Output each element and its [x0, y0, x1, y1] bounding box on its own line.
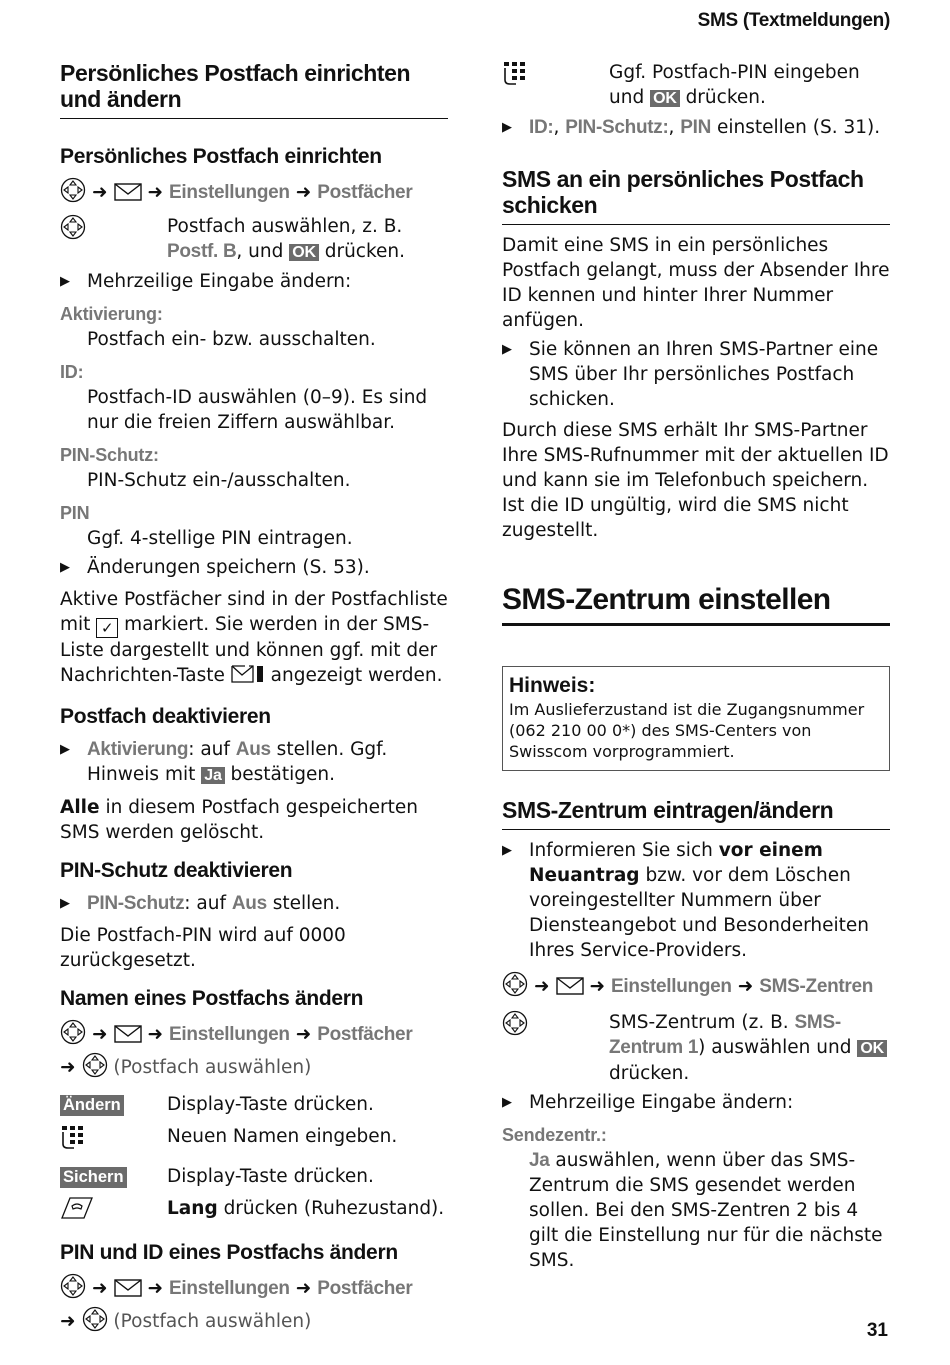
menu-postf-b: Postf. B [167, 241, 237, 262]
navigation-key-icon [82, 1052, 108, 1085]
ok-key: OK [650, 90, 680, 107]
bullet-triangle-icon: ▶ [60, 896, 70, 911]
menu-id: ID: [529, 117, 554, 138]
path-select-hint: (Postfach auswählen) [113, 1057, 312, 1078]
arrow-icon: ➜ [295, 182, 312, 203]
arrow-icon: ➜ [589, 976, 606, 997]
ok-key: OK [289, 244, 319, 261]
page-number: 31 [866, 1320, 888, 1341]
running-head: SMS (Textmeldungen) [697, 10, 890, 31]
bullet-triangle-icon: ▶ [502, 120, 512, 135]
message-key-icon [114, 1279, 142, 1304]
bullet-item: ▶ Aktivierung: auf Aus stellen. Ggf. Hinweis mit Ja bestätigen. [60, 737, 448, 788]
menu-path-rename [60, 1019, 448, 1085]
aendern-display-key: Ändern [60, 1095, 124, 1116]
heading-namen-aendern: Namen eines Postfachs ändern [60, 987, 364, 1010]
navigation-key-icon [60, 1019, 86, 1052]
menu-aktivierung: Aktivierung [87, 739, 189, 760]
section-title-postfach: Persönliches Postfach einrichten und ändern [60, 60, 448, 119]
arrow-icon: ➜ [92, 1278, 108, 1299]
ok-key: OK [857, 1040, 887, 1057]
note-text: Im Auslieferzustand ist die Zugangsnummer (062 210 00 0*) des SMS-Centers von Swisscom vorprogrammiert. [509, 700, 865, 761]
bullet-item: ▶ Mehrzeilige Eingabe ändern: [502, 1092, 794, 1113]
heading-postfach-deaktivieren: Postfach deaktivieren [60, 705, 271, 728]
navigation-key-icon [502, 1010, 528, 1043]
bullet-triangle-icon: ▶ [60, 560, 70, 575]
label-id: ID: [60, 362, 84, 382]
bullet-item: ▶ PIN-Schutz: auf Aus stellen. [60, 893, 341, 914]
menu-einstellungen: Einstellungen [169, 182, 290, 203]
menu-path-setup [60, 177, 448, 210]
key-row-keypad-pin: Ggf. Postfach-PIN eingeben und OK drücken. [502, 60, 890, 111]
keypad-icon [502, 70, 532, 91]
heading-postfach-einrichten: Persönliches Postfach einrichten [60, 145, 382, 168]
navigation-key-icon [60, 1273, 86, 1306]
para-send-result: Durch diese SMS erhält Ihr SMS-Partner Ihre SMS-Rufnummer mit der aktuellen ID und kann sie im Telefonbuch speichern. Ist die ID ungültig, wird die SMS nicht zugestellt. [502, 420, 889, 541]
key-row-sichern: Sichern Display-Taste drücken. [60, 1164, 448, 1189]
text-pin: Ggf. 4-stellige PIN eintragen. [87, 528, 353, 549]
arrow-icon: ➜ [295, 1278, 312, 1299]
sichern-display-key: Sichern [60, 1167, 127, 1188]
keypad-icon [60, 1134, 90, 1155]
section-title-send: SMS an ein persönliches Postfach schicken [502, 166, 890, 225]
nav-desc: Postfach auswählen, z. B. [167, 216, 403, 237]
bullet-triangle-icon: ▶ [60, 274, 70, 289]
arrow-icon: ➜ [147, 1024, 164, 1045]
left-column [60, 60, 448, 1339]
nav-desc: , und [236, 241, 290, 262]
text-sendezentr: Ja auswählen, wenn über das SMS-Zentrum die SMS gesendet werden sollen. Bei den SMS-Zentren 2 bis 4 gilt die Einstellung nur für die nächste SMS. [529, 1150, 883, 1271]
heading-zentrum-eintragen: SMS-Zentrum eintragen/ändern [502, 797, 890, 830]
bullet-triangle-icon: ▶ [502, 843, 512, 858]
navigation-key-icon [60, 177, 86, 210]
para-active-mailboxes: Aktive Postfächer sind in der Postfachliste mit ✓ markiert. Sie werden in der SMS-Liste dargestellt und können ggf. mit der Nachrichten-Taste angezeigt werden. [60, 587, 448, 691]
menu-postfaecher: Postfächer [317, 182, 413, 203]
bullet-item: ▶ Änderungen speichern (S. 53). [60, 557, 370, 578]
menu-einstellungen: Einstellungen [169, 1278, 290, 1299]
menu-sms-zentrum-1: SMS-Zentrum 1 [609, 1012, 841, 1058]
right-column [502, 60, 890, 1273]
arrow-icon: ➜ [60, 1057, 76, 1078]
arrow-icon: ➜ [295, 1024, 312, 1045]
label-pin: PIN [60, 503, 90, 523]
message-key-icon [556, 977, 584, 1002]
menu-pin: PIN [680, 117, 712, 138]
ja-key: Ja [201, 767, 224, 784]
checkmark-icon: ✓ [96, 618, 118, 638]
path-select-hint: (Postfach auswählen) [113, 1311, 312, 1332]
bullet-item: ▶ Mehrzeilige Eingabe ändern: [60, 271, 352, 292]
heading-pin-schutz-deaktivieren: PIN-Schutz deaktivieren [60, 859, 293, 882]
menu-aus: Aus [235, 739, 271, 760]
arrow-icon: ➜ [147, 182, 164, 203]
bullet-item: ▶ Sie können an Ihren SMS-Partner eine SMS über Ihr persönliches Postfach schicken. [502, 339, 879, 410]
message-key-icon [231, 664, 265, 691]
menu-einstellungen: Einstellungen [169, 1024, 290, 1045]
label-sendezentr: Sendezentr.: [502, 1125, 607, 1145]
para-send-intro: Damit eine SMS in ein persönliches Postfach gelangt, muss der Absender Ihre ID kennen und hinter Ihrer Nummer anfügen. [502, 235, 890, 331]
section-title-sms-zentrum: SMS-Zentrum einstellen [502, 583, 890, 626]
menu-einstellungen: Einstellungen [611, 976, 732, 997]
nav-key-row [60, 214, 448, 265]
message-key-icon [114, 1025, 142, 1050]
menu-ja: Ja [529, 1150, 550, 1171]
text-pin-schutz: PIN-Schutz ein-/ausschalten. [87, 470, 351, 491]
navigation-key-icon [502, 971, 528, 1004]
menu-path-pin-id [60, 1273, 448, 1339]
message-key-icon [114, 183, 142, 208]
arrow-icon: ➜ [92, 1024, 108, 1045]
bullet-triangle-icon: ▶ [502, 342, 512, 357]
menu-pin-schutz: PIN-Schutz: [565, 117, 669, 138]
bullet-triangle-icon: ▶ [502, 1095, 512, 1110]
arrow-icon: ➜ [737, 976, 754, 997]
menu-postfaecher: Postfächer [317, 1278, 413, 1299]
menu-aus: Aus [231, 893, 267, 914]
arrow-icon: ➜ [92, 182, 108, 203]
menu-path-zentrum [502, 971, 890, 1004]
menu-pin-schutz: PIN-Schutz [87, 893, 185, 914]
para-delete-warning: Alle in diesem Postfach gespeicherten SMS werden gelöscht. [60, 797, 418, 843]
key-row-end: Lang drücken (Ruhezustand). [60, 1196, 448, 1227]
bullet-item: ▶ ID:, PIN-Schutz:, PIN einstellen (S. 31). [502, 117, 881, 138]
menu-sms-zentren: SMS-Zentren [759, 976, 874, 997]
nav-key-row: SMS-Zentrum (z. B. SMS-Zentrum 1) auswählen und OK drücken. [502, 1010, 890, 1086]
para-pin-reset: Die Postfach-PIN wird auf 0000 zurückgesetzt. [60, 925, 346, 971]
label-aktivierung: Aktivierung: [60, 304, 163, 324]
note-title: Hinweis: [509, 674, 596, 697]
arrow-icon: ➜ [534, 976, 550, 997]
key-row-keypad: Neuen Namen eingeben. [60, 1124, 448, 1157]
text-id: Postfach-ID auswählen (0–9). Es sind nur die freien Ziffern auswählbar. [87, 387, 428, 433]
navigation-key-icon [60, 214, 86, 247]
label-pin-schutz: PIN-Schutz: [60, 445, 159, 465]
end-call-key-icon [60, 1204, 94, 1225]
arrow-icon: ➜ [60, 1311, 76, 1332]
note-box [502, 666, 890, 771]
navigation-key-icon [82, 1306, 108, 1339]
text-aktivierung: Postfach ein- bzw. ausschalten. [87, 329, 376, 350]
bullet-triangle-icon: ▶ [60, 742, 70, 757]
arrow-icon: ➜ [147, 1278, 164, 1299]
menu-postfaecher: Postfächer [317, 1024, 413, 1045]
nav-desc: drücken. [318, 241, 406, 262]
key-row-aendern: Ändern Display-Taste drücken. [60, 1092, 448, 1117]
heading-pin-id-aendern: PIN und ID eines Postfachs ändern [60, 1241, 398, 1264]
bullet-item: ▶ Informieren Sie sich vor einem Neuantrag bzw. vor dem Löschen voreingestellter Nummern über Diensteangebot und Besonderheiten Ihres Service-Providers. [502, 840, 869, 961]
